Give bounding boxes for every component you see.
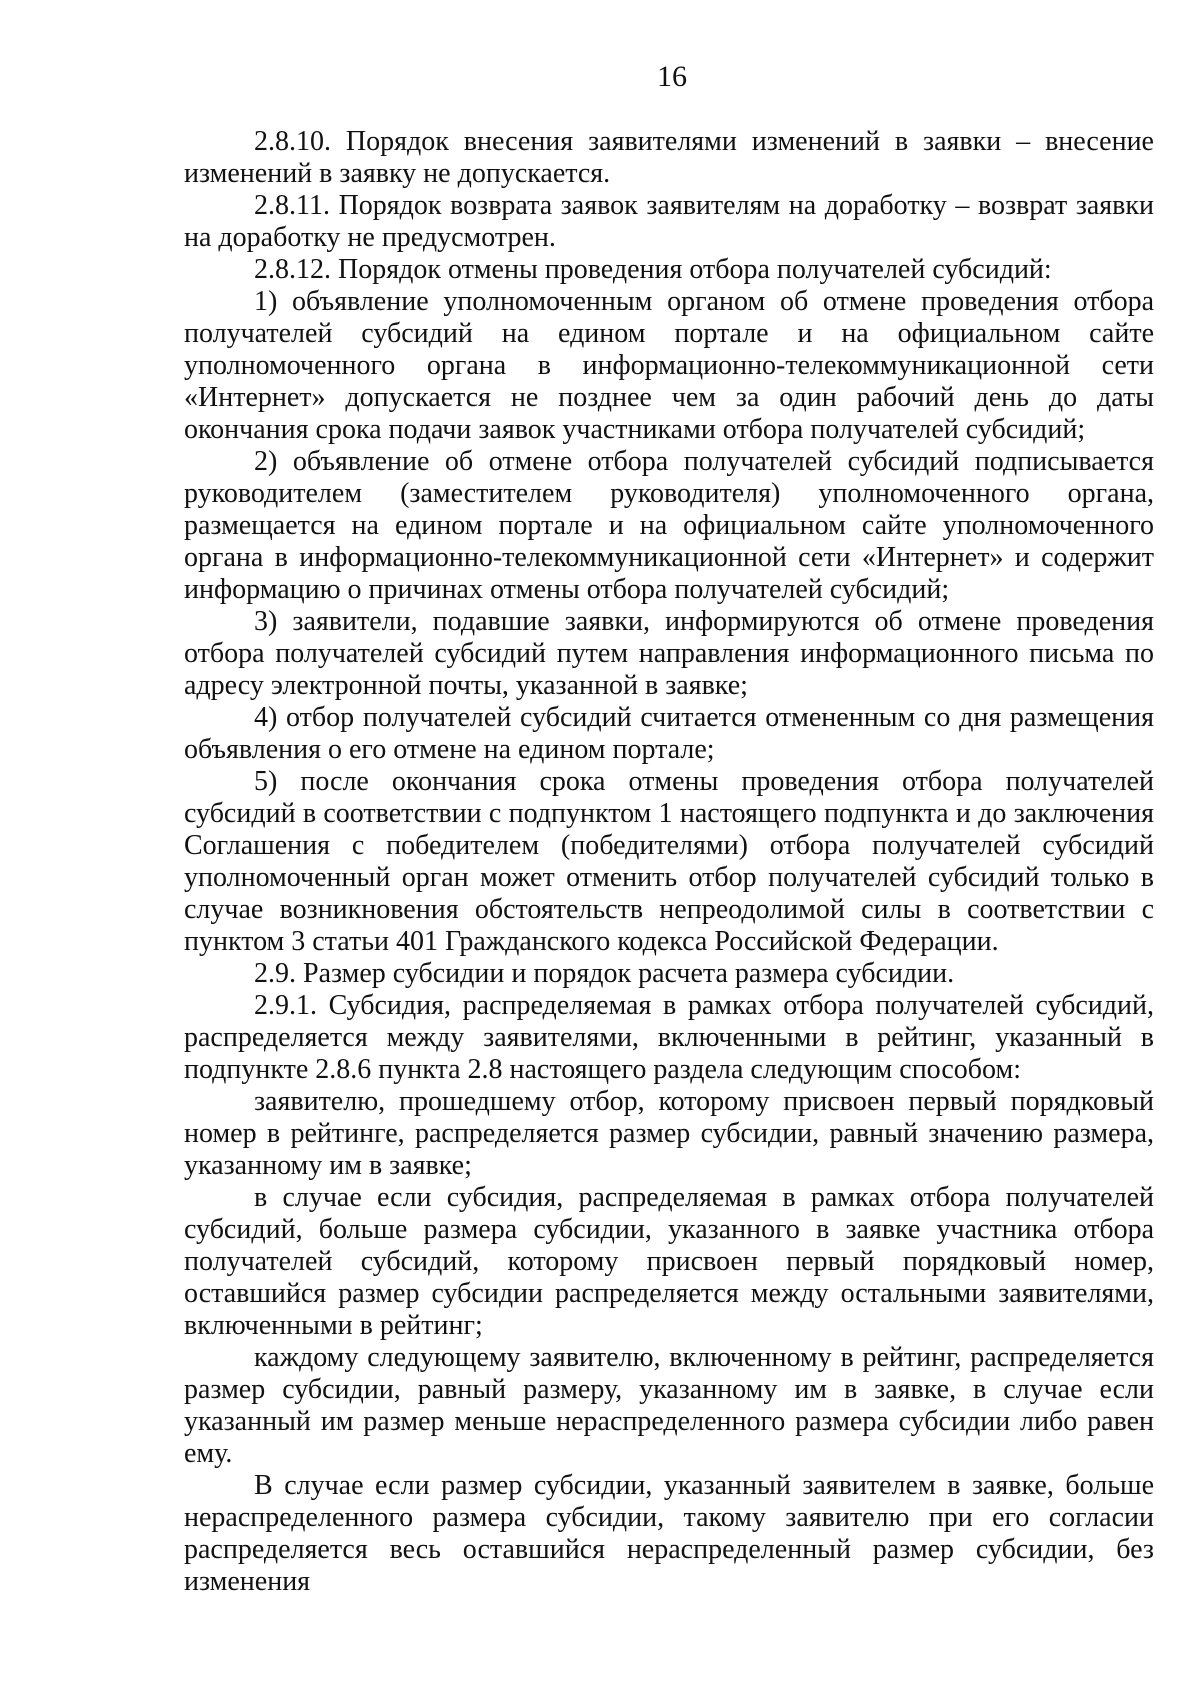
document-body xyxy=(184,126,1154,1598)
page-number: 16 xyxy=(657,60,687,93)
paragraph-2-9-1: 2.9.1. Субсидия, распределяемая в рамках отбора получателей субсидий, распределяется между заявителями, включенными в рейтинг, указанный в подпункте 2.8.6 пункта 2.8 настоящего раздела следующим способом: xyxy=(184,990,1154,1085)
paragraph-exceeding-amount: В случае если размер субсидии, указанный заявителем в заявке, больше нераспределенного размера субсидии, такому заявителю при его согласии распределяется весь оставшийся нераспределенный размер субсидии, без изменения xyxy=(184,1470,1154,1597)
paragraph-next-applicant: каждому следующему заявителю, включенному в рейтинг, распределяется размер субсидии, равный размеру, указанному им в заявке, в случае если указанный им размер меньше нераспределенного размера субсидии либо равен ему. xyxy=(184,1342,1154,1469)
list-item-1: 1) объявление уполномоченным органом об отмене проведения отбора получателей субсидий на едином портале и на официальном сайте уполномоченного органа в информационно-телекоммуникационной сети «Интернет» допускается не позднее чем за один рабочий день до даты окончания срока подачи заявок участниками отбора получателей субсидий; xyxy=(184,286,1154,445)
paragraph-2-8-12: 2.8.12. Порядок отмены проведения отбора получателей субсидий: xyxy=(254,254,1052,285)
paragraph-2-9: 2.9. Размер субсидии и порядок расчета размера субсидии. xyxy=(254,958,955,989)
paragraph-2-8-11: 2.8.11. Порядок возврата заявок заявителям на доработку – возврат заявки на доработку не предусмотрен. xyxy=(184,190,1154,253)
paragraph-2-8-10: 2.8.10. Порядок внесения заявителями изменений в заявки – внесение изменений в заявку не допускается. xyxy=(184,126,1154,189)
list-item-3: 3) заявители, подавшие заявки, информируются об отмене проведения отбора получателей субсидий путем направления информационного письма по адресу электронной почты, указанной в заявке; xyxy=(184,606,1154,701)
paragraph-remaining-distribution: в случае если субсидия, распределяемая в рамках отбора получателей субсидий, больше размера субсидии, указанного в заявке участника отбора получателей субсидий, которому присвоен первый порядковый номер, оставшийся размер субсидии распределяется между остальными заявителями, включенными в рейтинг; xyxy=(184,1182,1154,1341)
list-item-5: 5) после окончания срока отмены проведения отбора получателей субсидий в соответствии с подпунктом 1 настоящего подпункта и до заключения Соглашения с победителем (победителями) отбора получателей субсидий уполномоченный орган может отменить отбор получателей субсидий только в случае возникновения обстоятельств непреодолимой силы в соответствии с пунктом 3 статьи 401 Гражданского кодекса Российской Федерации. xyxy=(184,766,1154,957)
list-item-4: 4) отбор получателей субсидий считается отмененным со дня размещения объявления о его отмене на едином портале; xyxy=(184,702,1154,765)
paragraph-first-applicant: заявителю, прошедшему отбор, которому присвоен первый порядковый номер в рейтинге, распределяется размер субсидии, равный значению размера, указанному им в заявке; xyxy=(184,1086,1154,1181)
list-item-2: 2) объявление об отмене отбора получателей субсидий подписывается руководителем (заместителем руководителя) уполномоченного органа, размещается на едином портале и на официальном сайте уполномоченного органа в информационно-телекоммуникационной сети «Интернет» и содержит информацию о причинах отмены отбора получателей субсидий; xyxy=(184,446,1154,605)
